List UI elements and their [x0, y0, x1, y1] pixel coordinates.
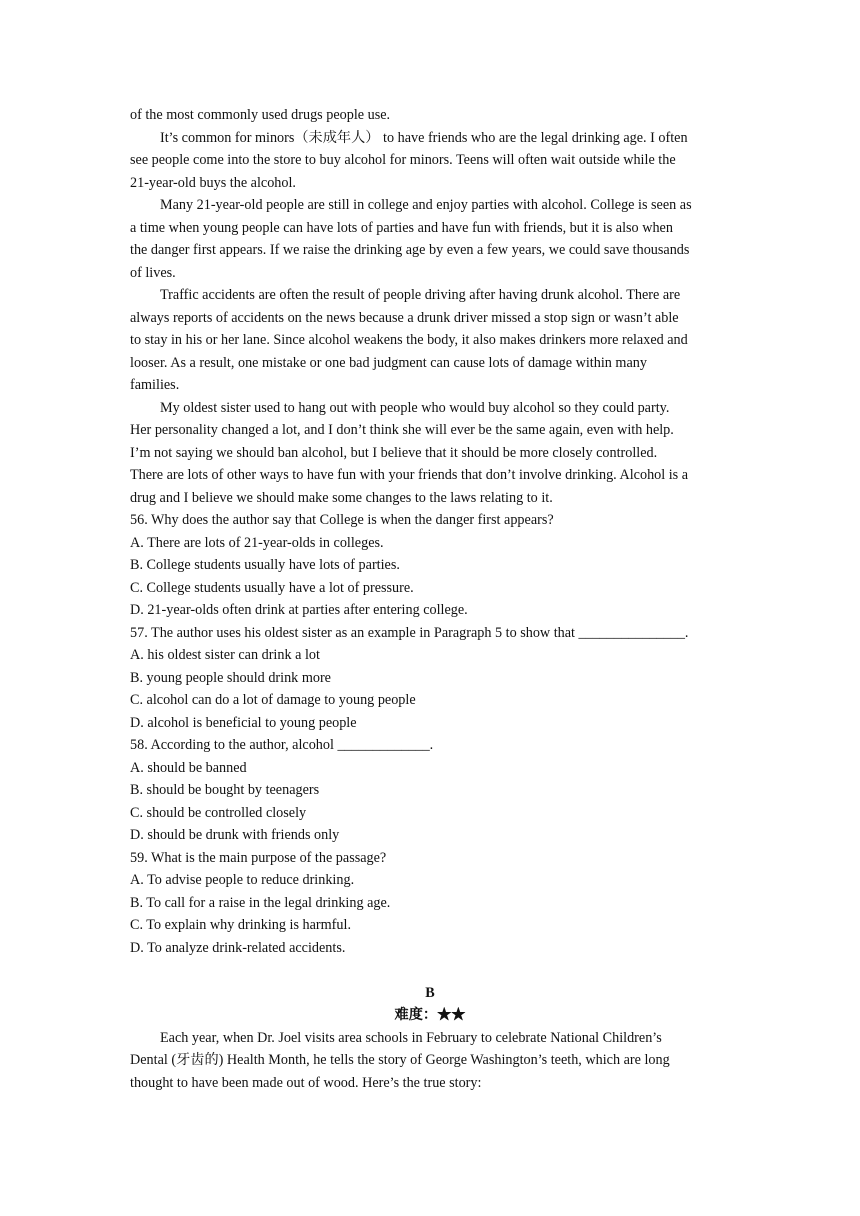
answer-option: C. College students usually have a lot of pressure.	[130, 579, 414, 596]
passage-line: thought to have been made out of wood. Here’s the true story:	[130, 1074, 482, 1091]
passage-line: Traffic accidents are often the result of people driving after having drunk alcohol. There are	[160, 287, 681, 303]
answer-option: C. should be controlled closely	[130, 804, 307, 821]
document-page	[130, 104, 730, 1094]
passage-line: a time when young people can have lots of parties and have fun with friends, but it is also when	[130, 219, 673, 236]
question-block	[130, 509, 730, 622]
passage-line: families.	[130, 377, 180, 393]
answer-option: A. should be banned	[130, 759, 247, 776]
passage-line: Many 21-year-old people are still in college and enjoy parties with alcohol. College is seen as	[160, 197, 692, 213]
answer-option: A. To advise people to reduce drinking.	[130, 872, 355, 888]
passage-line: to stay in his or her lane. Since alcohol weakens the body, it also makes drinkers more relaxed and	[130, 332, 688, 348]
question-stem: 57. The author uses his oldest sister as an example in Paragraph 5 to show that _______________.	[130, 624, 689, 641]
answer-option: D. To analyze drink-related accidents.	[130, 939, 346, 956]
question-block	[130, 847, 730, 960]
section-gap	[130, 959, 730, 982]
answer-option: B. young people should drink more	[130, 669, 331, 686]
question-stem: 56. Why does the author say that College is when the danger first appears?	[130, 512, 554, 528]
answer-option: C. To explain why drinking is harmful.	[130, 917, 351, 933]
answer-option: D. alcohol is beneficial to young people	[130, 714, 357, 731]
difficulty-rating: 难度：★★	[394, 1007, 466, 1023]
answer-option: C. alcohol can do a lot of damage to young people	[130, 692, 416, 708]
passage-line: of the most commonly used drugs people use.	[130, 107, 391, 123]
question-block	[130, 622, 730, 735]
passage-b	[130, 1027, 730, 1095]
passage-line: the danger first appears. If we raise the drinking age by even a few years, we could save thousands	[130, 242, 690, 258]
passage-line: see people come into the store to buy alcohol for minors. Teens will often wait outside while the	[130, 152, 676, 168]
passage-line: looser. As a result, one mistake or one bad judgment can cause lots of damage within many	[130, 354, 647, 371]
question-block	[130, 734, 730, 847]
passage-line: always reports of accidents on the news because a drunk driver missed a stop sign or wasn’t able	[130, 309, 679, 326]
passage-line: 21-year-old buys the alcohol.	[130, 174, 296, 191]
answer-option: B. College students usually have lots of parties.	[130, 557, 400, 573]
passage-line: There are lots of other ways to have fun with your friends that don’t involve drinking. Alcohol is a	[130, 467, 689, 483]
question-stem: 58. According to the author, alcohol _____________.	[130, 737, 434, 753]
answer-option: B. should be bought by teenagers	[130, 782, 320, 798]
passage-line: I’m not saying we should ban alcohol, but I believe that it should be more closely controlled.	[130, 444, 658, 461]
answer-option: A. his oldest sister can drink a lot	[130, 647, 320, 663]
passage-line: Dental (牙齿的) Health Month, he tells the story of George Washington’s teeth, which are long	[130, 1052, 670, 1068]
answer-option: D. should be drunk with friends only	[130, 827, 340, 843]
passage-line: of lives.	[130, 264, 176, 281]
passage-line: Her personality changed a lot, and I don’t think she will ever be the same again, even with help.	[130, 422, 674, 438]
answer-option: D. 21-year-olds often drink at parties after entering college.	[130, 602, 468, 618]
passage-line: Each year, when Dr. Joel visits area schools in February to celebrate National Children’s	[160, 1029, 662, 1046]
question-stem: 59. What is the main purpose of the passage?	[130, 849, 387, 866]
section-b-heading: B	[425, 984, 435, 1001]
passage-line: It’s common for minors（未成年人） to have friends who are the legal drinking age. I often	[160, 129, 688, 146]
question-list	[130, 509, 730, 959]
passage-line: My oldest sister used to hang out with people who would buy alcohol so they could party.	[160, 399, 670, 416]
answer-option: A. There are lots of 21-year-olds in colleges.	[130, 534, 384, 551]
passage-a	[130, 104, 730, 509]
answer-option: B. To call for a raise in the legal drinking age.	[130, 894, 391, 911]
passage-line: drug and I believe we should make some changes to the laws relating to it.	[130, 489, 553, 506]
